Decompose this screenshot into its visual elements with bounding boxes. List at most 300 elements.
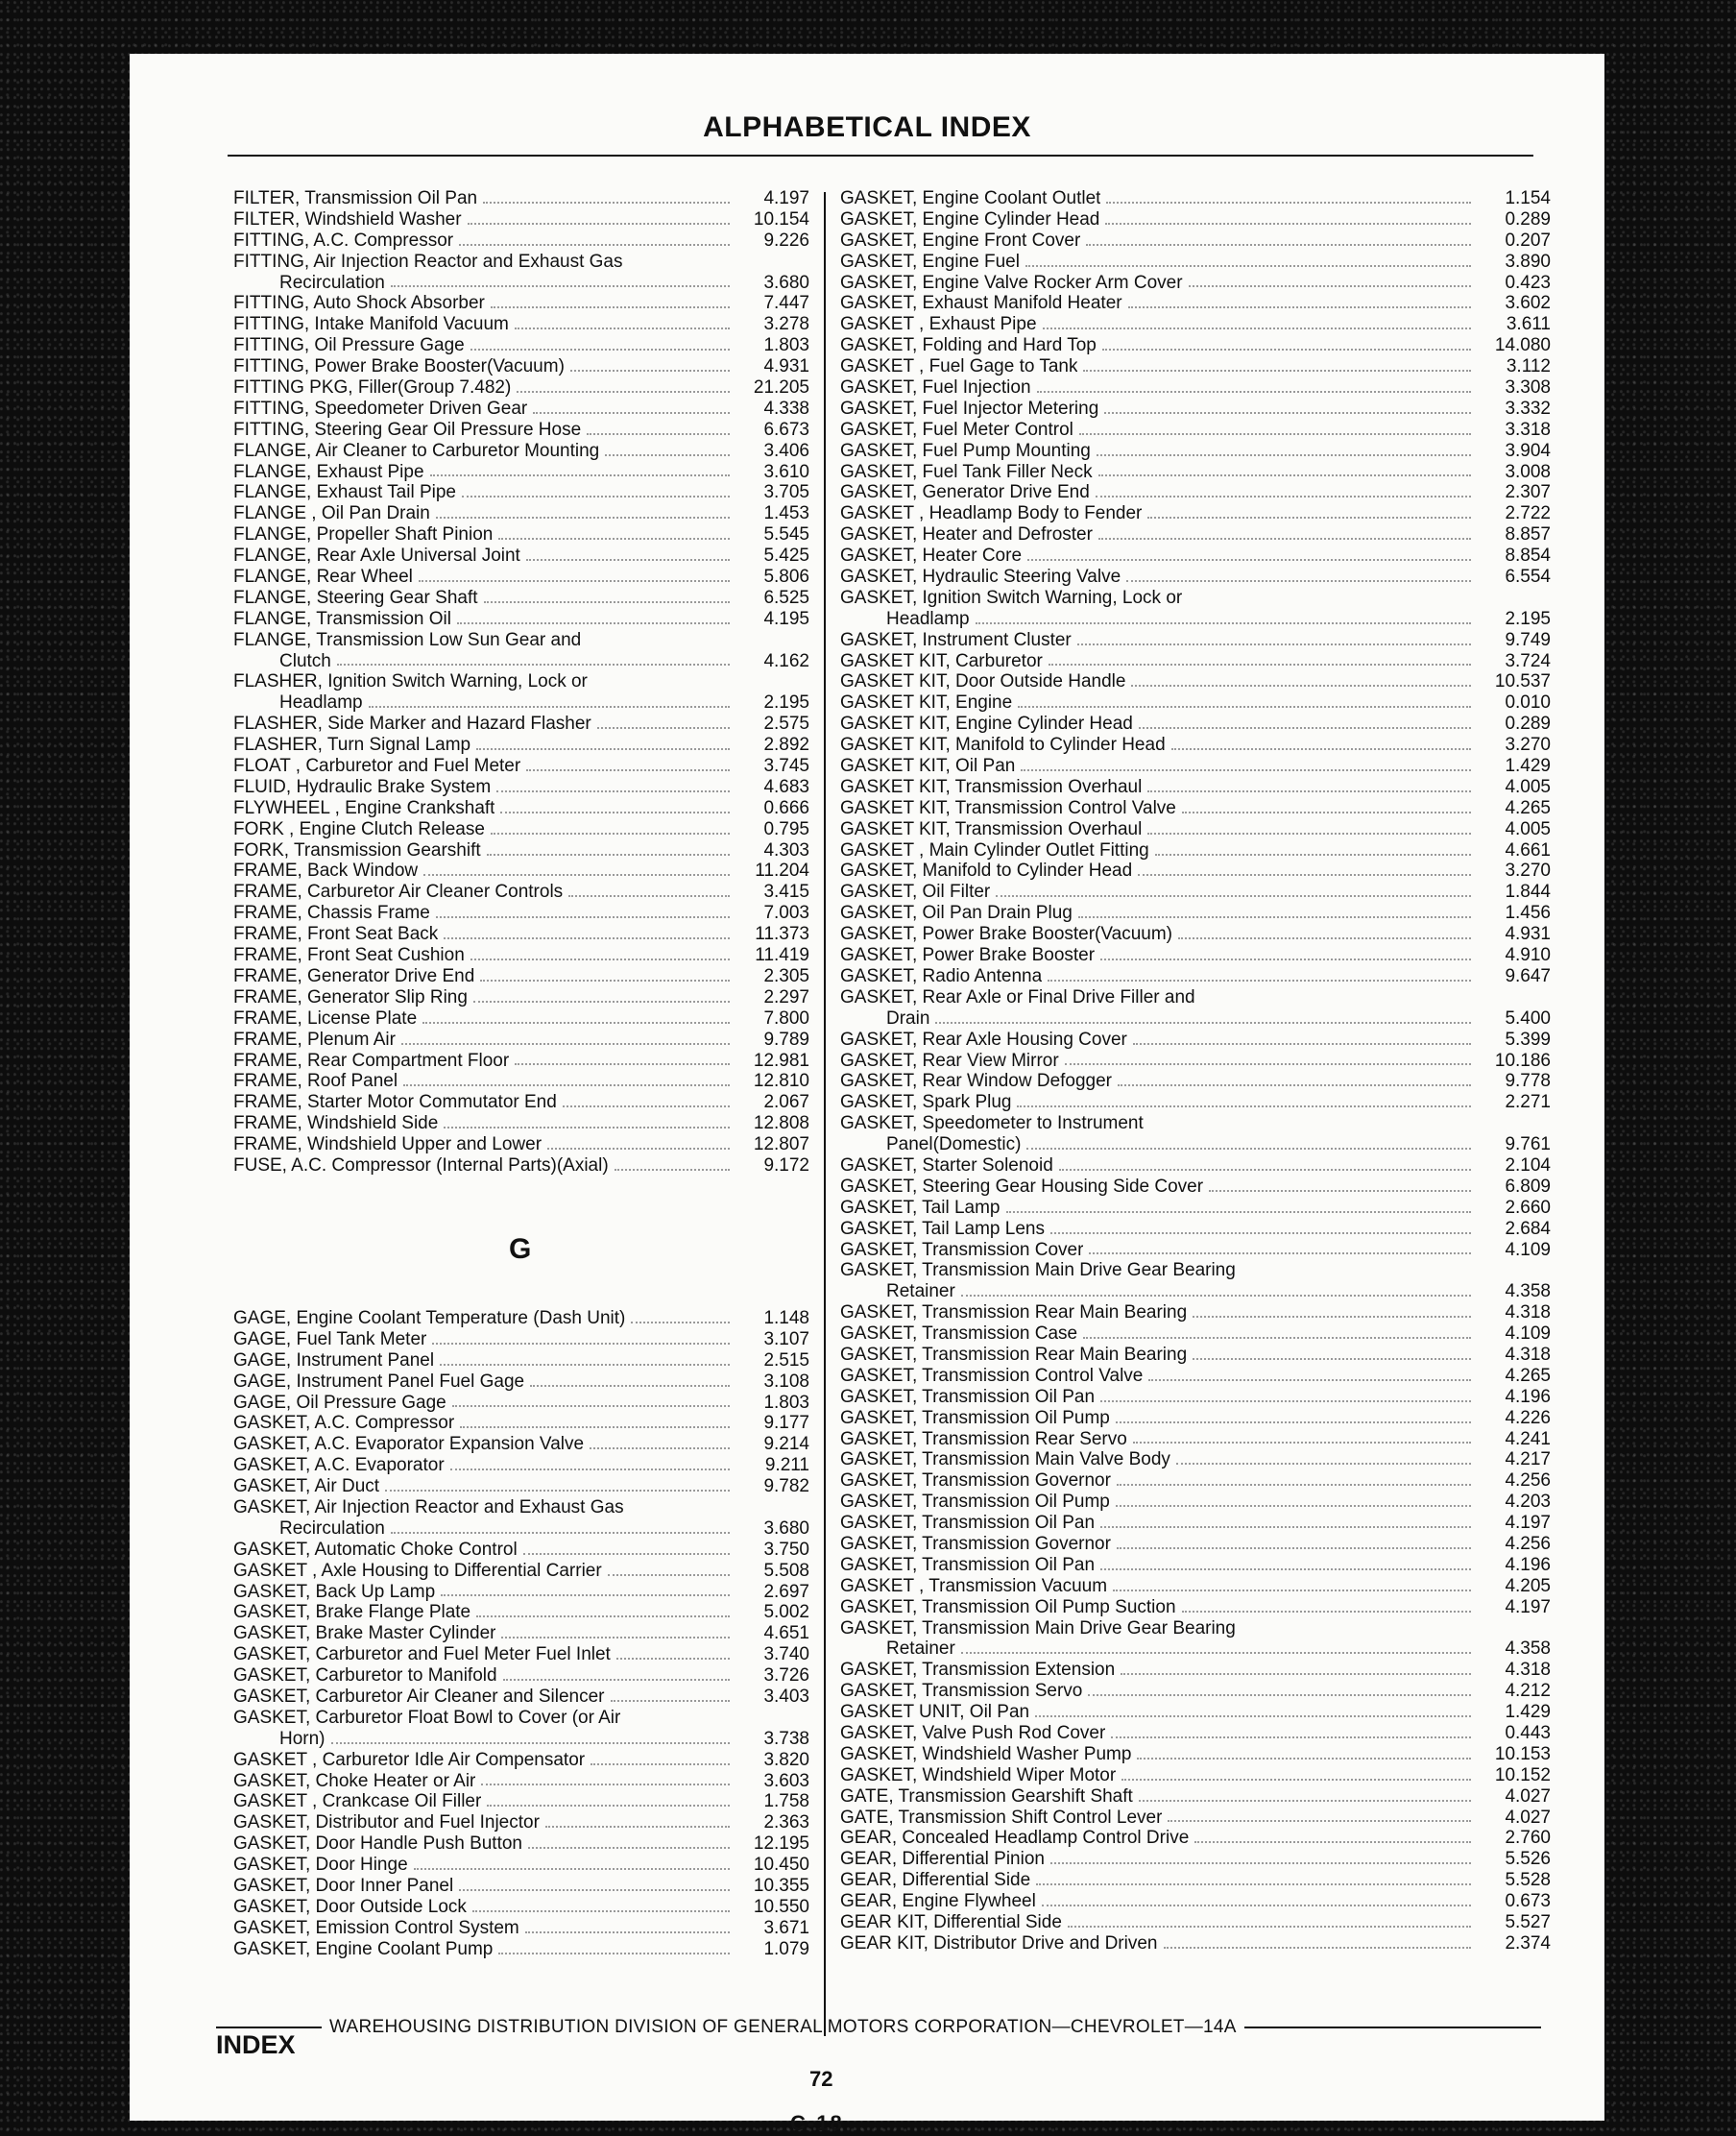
index-entry <box>840 819 1551 840</box>
index-entry <box>233 524 809 546</box>
leader-dots <box>1037 391 1471 393</box>
leader-dots <box>526 769 730 771</box>
leader-dots <box>1026 1148 1471 1150</box>
entry-name: GASKET, Generator Drive End <box>840 482 1090 503</box>
entry-name: GASKET, Transmission Control Valve <box>840 1365 1144 1386</box>
index-entry <box>233 735 809 756</box>
leader-dots <box>432 1343 730 1345</box>
entry-name: FUSE, A.C. Compressor (Internal Parts)(Axial) <box>233 1154 609 1176</box>
entry-name: GASKET, Brake Flange Plate <box>233 1602 471 1623</box>
entry-name: GASKET, Automatic Choke Control <box>233 1539 518 1560</box>
entry-name: FLASHER, Ignition Switch Warning, Lock or <box>233 671 588 692</box>
entry-page-ref: 4.318 <box>1505 1660 1551 1681</box>
entry-page-ref: 2.363 <box>763 1812 809 1833</box>
entry-name: FRAME, License Plate <box>233 1007 418 1029</box>
index-entry <box>233 1518 809 1540</box>
entry-page-ref: 1.079 <box>763 1938 809 1959</box>
leader-dots <box>444 937 730 939</box>
entry-page-ref: 5.508 <box>763 1560 809 1581</box>
entry-page-ref: 3.112 <box>1506 356 1551 377</box>
index-entry <box>840 945 1551 966</box>
entry-page-ref: 4.197 <box>1505 1513 1551 1534</box>
entry-name: GASKET, Manifold to Cylinder Head <box>840 861 1133 882</box>
leader-dots <box>1147 833 1471 835</box>
leader-dots <box>1168 1820 1471 1822</box>
index-entry <box>233 1750 809 1771</box>
entry-name: GASKET, Engine Fuel <box>840 251 1020 272</box>
index-entry <box>233 903 809 924</box>
entry-name: GASKET, Windshield Wiper Motor <box>840 1764 1117 1785</box>
entry-name: GASKET, Heater and Defroster <box>840 524 1093 546</box>
index-entry <box>233 314 809 335</box>
leader-dots <box>1105 223 1471 225</box>
entry-page-ref: 1.453 <box>763 503 809 524</box>
leader-dots <box>1025 265 1471 267</box>
leader-dots <box>1137 1758 1471 1760</box>
leader-dots <box>611 1700 730 1702</box>
entry-name: GASKET , Axle Housing to Differential Carrier <box>233 1560 602 1581</box>
leader-dots <box>1036 1883 1471 1885</box>
entry-page-ref: 3.724 <box>1505 650 1551 671</box>
entry-name: GEAR, Differential Pinion <box>840 1849 1045 1870</box>
entry-name: FRAME, Plenum Air <box>233 1029 396 1050</box>
leader-dots <box>483 202 730 204</box>
entry-page-ref: 9.782 <box>763 1476 809 1497</box>
entry-page-ref: 2.575 <box>763 714 809 735</box>
leader-dots <box>1059 1169 1471 1171</box>
entry-page-ref: 11.419 <box>755 945 809 966</box>
leader-dots <box>473 1001 730 1003</box>
entry-page-ref: 4.109 <box>1505 1323 1551 1345</box>
index-entry <box>233 567 809 588</box>
entry-name: FRAME, Generator Drive End <box>233 965 475 986</box>
entry-name: GASKET, Transmission Governor <box>840 1470 1111 1492</box>
index-entry <box>840 903 1551 924</box>
leader-dots <box>480 980 730 982</box>
entry-page-ref: 3.611 <box>1506 314 1551 335</box>
entry-name: Horn) <box>279 1728 326 1749</box>
entry-name: GAGE, Engine Coolant Temperature (Dash Unit) <box>233 1307 626 1328</box>
entry-page-ref: 4.661 <box>1505 839 1551 861</box>
entry-name: GASKET, Transmission Case <box>840 1323 1078 1345</box>
index-entry <box>840 1933 1551 1954</box>
index-entry <box>840 420 1551 441</box>
entry-page-ref: 9.226 <box>763 230 809 251</box>
leader-dots <box>401 1043 730 1045</box>
leader-dots <box>587 433 730 435</box>
index-entry <box>233 819 809 840</box>
entry-name: GASKET, Oil Filter <box>840 882 991 903</box>
entry-page-ref: 2.305 <box>763 965 809 986</box>
leader-dots <box>1021 769 1471 771</box>
entry-page-ref: 9.214 <box>763 1434 809 1455</box>
index-entry <box>840 482 1551 503</box>
entry-page-ref: 1.148 <box>763 1307 809 1328</box>
section-heading-g: G <box>509 1233 532 1265</box>
entry-page-ref: 4.318 <box>1505 1344 1551 1365</box>
index-entry <box>840 862 1551 883</box>
right-column-entries <box>840 188 1551 1954</box>
index-entry <box>233 209 809 231</box>
entry-name: GASKET, Rear Window Defogger <box>840 1071 1113 1092</box>
leader-dots <box>385 1490 730 1492</box>
index-entry <box>840 1240 1551 1261</box>
entry-name: GASKET, Rear Axle Housing Cover <box>840 1029 1127 1050</box>
entry-page-ref: 4.197 <box>1505 1596 1551 1617</box>
leader-dots <box>457 622 730 624</box>
entry-name: GEAR, Differential Side <box>840 1870 1031 1891</box>
index-entry <box>233 1708 809 1729</box>
entry-name: GASKET, Engine Coolant Pump <box>233 1938 494 1959</box>
leader-dots <box>498 1953 730 1954</box>
entry-name: GASKET, Back Up Lamp <box>233 1581 436 1602</box>
index-entry <box>840 1449 1551 1470</box>
leader-dots <box>484 601 730 603</box>
index-entry <box>840 1870 1551 1891</box>
leader-dots <box>530 1385 730 1387</box>
entry-page-ref: 2.374 <box>1505 1932 1551 1954</box>
entry-page-ref: 6.554 <box>1505 567 1551 588</box>
index-entry <box>233 546 809 567</box>
index-entry <box>233 1918 809 1939</box>
entry-name: GASKET, Folding and Hard Top <box>840 335 1097 356</box>
entry-page-ref: 10.153 <box>1494 1743 1551 1764</box>
entry-name: FRAME, Chassis Frame <box>233 903 430 924</box>
index-entry <box>840 1765 1551 1786</box>
entry-name: FLANGE, Rear Axle Universal Joint <box>233 546 520 567</box>
entry-page-ref: 3.406 <box>763 440 809 461</box>
entry-name: GEAR, Concealed Headlamp Control Drive <box>840 1828 1190 1849</box>
index-entry <box>233 1644 809 1665</box>
index-entry <box>840 987 1551 1008</box>
leader-dots <box>1193 1358 1471 1360</box>
leader-dots <box>1139 727 1471 729</box>
entry-page-ref: 4.196 <box>1505 1554 1551 1575</box>
entry-name: GASKET, Choke Heater or Air <box>233 1770 476 1791</box>
leader-dots <box>1116 1505 1471 1507</box>
entry-page-ref: 8.854 <box>1505 546 1551 567</box>
entry-page-ref: 6.809 <box>1505 1176 1551 1197</box>
entry-name: FITTING, Steering Gear Oil Pressure Hose <box>233 419 582 440</box>
entry-name: FLANGE, Air Cleaner to Carburetor Mounting <box>233 440 600 461</box>
index-entry <box>840 630 1551 651</box>
index-entry <box>233 1393 809 1414</box>
entry-name: GASKET, Starter Solenoid <box>840 1154 1053 1176</box>
entry-name: GASKET, A.C. Evaporator <box>233 1455 445 1476</box>
entry-name: FRAME, Windshield Upper and Lower <box>233 1134 542 1155</box>
leader-dots <box>1193 1316 1471 1318</box>
entry-name: GASKET, Door Inner Panel <box>233 1876 454 1897</box>
entry-page-ref: 12.808 <box>753 1113 809 1134</box>
index-entry <box>840 798 1551 819</box>
leader-dots <box>444 1127 730 1129</box>
entry-page-ref: 5.528 <box>1505 1870 1551 1891</box>
index-entry <box>840 209 1551 231</box>
index-entry <box>233 1134 809 1155</box>
entry-page-ref: 2.297 <box>763 986 809 1007</box>
index-entry <box>233 1008 809 1030</box>
index-entry <box>840 1387 1551 1408</box>
entry-name: GASKET, Rear Axle or Final Drive Filler and <box>840 986 1195 1007</box>
index-entry <box>840 1198 1551 1219</box>
entry-page-ref: 11.373 <box>755 924 809 945</box>
entry-name: GASKET KIT, Manifold to Cylinder Head <box>840 735 1166 756</box>
index-entry <box>840 1534 1551 1555</box>
entry-name: Drain <box>886 1007 930 1029</box>
entry-page-ref: 0.289 <box>1505 208 1551 230</box>
leader-dots <box>1065 1063 1471 1065</box>
entry-name: GASKET UNIT, Oil Pan <box>840 1702 1030 1723</box>
index-entry <box>233 356 809 377</box>
entry-page-ref: 4.303 <box>763 839 809 861</box>
index-entry <box>840 609 1551 630</box>
leader-dots <box>1147 790 1471 792</box>
index-entry <box>233 1155 809 1177</box>
leader-dots <box>459 1889 730 1891</box>
entry-page-ref: 1.429 <box>1505 756 1551 777</box>
entry-page-ref: 7.447 <box>763 293 809 314</box>
entry-name: GEAR KIT, Distributor Drive and Driven <box>840 1932 1158 1954</box>
leader-dots <box>996 895 1471 897</box>
entry-name: GASKET, Carburetor Float Bowl to Cover (or Air <box>233 1707 621 1728</box>
index-entry <box>233 798 809 819</box>
leader-dots <box>1133 1442 1471 1444</box>
index-entry <box>840 1513 1551 1534</box>
entry-name: FITTING, Auto Shock Absorber <box>233 293 485 314</box>
index-entry <box>840 273 1551 294</box>
entry-name: GASKET, Instrument Cluster <box>840 629 1072 650</box>
entry-name: GASKET, Steering Gear Housing Side Cover <box>840 1176 1204 1197</box>
entry-name: GASKET, Fuel Tank Filler Neck <box>840 461 1093 482</box>
leader-dots <box>1100 1400 1471 1402</box>
entry-name: GASKET, Radio Antenna <box>840 965 1043 986</box>
index-entry <box>840 1323 1551 1345</box>
index-entry <box>840 188 1551 209</box>
entry-page-ref: 6.673 <box>763 419 809 440</box>
leader-dots <box>533 412 730 414</box>
entry-name: GASKET, Ignition Switch Warning, Lock or <box>840 587 1183 608</box>
index-entry <box>233 1582 809 1603</box>
entry-name: FORK , Engine Clutch Release <box>233 818 485 839</box>
index-entry <box>233 1092 809 1113</box>
entry-page-ref: 4.212 <box>1505 1681 1551 1702</box>
entry-page-ref: 4.195 <box>763 608 809 629</box>
index-entry <box>840 1618 1551 1639</box>
entry-page-ref: 4.910 <box>1505 945 1551 966</box>
entry-name: GASKET, Exhaust Manifold Heater <box>840 293 1122 314</box>
index-entry <box>233 1623 809 1644</box>
leader-dots <box>517 391 730 393</box>
entry-name: GASKET, Transmission Cover <box>840 1239 1084 1260</box>
entry-name: GASKET, Transmission Oil Pump <box>840 1492 1110 1513</box>
entry-name: GASKET, Door Outside Lock <box>233 1896 467 1917</box>
index-entry <box>840 1219 1551 1240</box>
index-entry <box>233 1455 809 1476</box>
entry-page-ref: 4.162 <box>763 650 809 671</box>
leader-dots <box>1155 854 1471 856</box>
entry-page-ref: 7.003 <box>763 903 809 924</box>
index-entry <box>840 1638 1551 1660</box>
entry-page-ref: 2.307 <box>1505 482 1551 503</box>
index-entry <box>840 1681 1551 1702</box>
entry-page-ref: 2.660 <box>1505 1197 1551 1218</box>
entry-page-ref: 3.332 <box>1505 398 1551 419</box>
leader-dots <box>590 1447 730 1449</box>
leader-dots <box>436 916 730 918</box>
entry-name: Recirculation <box>279 1517 385 1539</box>
entry-name: GASKET, Power Brake Booster(Vacuum) <box>840 924 1172 945</box>
entry-name: GASKET, Transmission Main Drive Gear Bearing <box>840 1617 1236 1638</box>
entry-page-ref: 2.104 <box>1505 1154 1551 1176</box>
entry-name: GASKET, Door Handle Push Button <box>233 1833 522 1855</box>
entry-name: GASKET, Brake Master Cylinder <box>233 1623 496 1644</box>
entry-page-ref: 4.338 <box>763 398 809 419</box>
leader-dots <box>1050 1862 1471 1864</box>
index-entry <box>233 987 809 1008</box>
entry-page-ref: 10.154 <box>753 208 809 230</box>
index-entry <box>840 1366 1551 1387</box>
index-entry <box>840 1912 1551 1933</box>
index-entry <box>840 1302 1551 1323</box>
entry-name: GAGE, Oil Pressure Gage <box>233 1392 446 1413</box>
leader-dots <box>452 1405 730 1407</box>
leader-dots <box>500 812 730 813</box>
index-entry <box>840 756 1551 777</box>
index-entry <box>840 1155 1551 1177</box>
index-entry <box>840 1281 1551 1302</box>
leader-dots <box>1079 433 1471 435</box>
entry-name: GASKET, Engine Front Cover <box>840 230 1081 251</box>
entry-page-ref: 2.067 <box>763 1092 809 1113</box>
entry-page-ref: 3.680 <box>763 272 809 293</box>
leader-dots <box>515 1063 730 1065</box>
index-entry <box>840 1345 1551 1366</box>
entry-name: GASKET, Heater Core <box>840 546 1023 567</box>
entry-name: GASKET KIT, Transmission Overhaul <box>840 818 1143 839</box>
entry-name: FITTING, Intake Manifold Vacuum <box>233 314 509 335</box>
leader-dots <box>1006 1211 1471 1213</box>
index-entry <box>840 567 1551 588</box>
index-entry <box>233 293 809 314</box>
entry-name: FORK, Transmission Gearshift <box>233 839 481 861</box>
index-entry <box>840 840 1551 862</box>
entry-page-ref: 3.740 <box>763 1644 809 1665</box>
leader-dots <box>391 285 730 287</box>
entry-name: GASKET, Fuel Meter Control <box>840 419 1073 440</box>
entry-name: GASKET, Air Injection Reactor and Exhaust Gas <box>233 1497 624 1517</box>
entry-page-ref: 9.647 <box>1505 965 1551 986</box>
entry-name: GASKET, Carburetor to Manifold <box>233 1665 497 1687</box>
leader-dots <box>462 496 730 498</box>
index-entry <box>233 1939 809 1960</box>
entry-name: GASKET , Crankcase Oil Filler <box>233 1791 482 1812</box>
entry-page-ref: 3.820 <box>763 1749 809 1770</box>
leader-dots <box>496 790 730 792</box>
leader-dots <box>331 1742 730 1744</box>
entry-page-ref: 5.002 <box>763 1602 809 1623</box>
leader-dots <box>1097 454 1471 456</box>
entry-name: FLANGE, Transmission Oil <box>233 608 451 629</box>
entry-name: GASKET KIT, Transmission Overhaul <box>840 776 1143 797</box>
leader-dots <box>1096 496 1471 498</box>
index-entry <box>233 924 809 945</box>
entry-page-ref: 2.722 <box>1505 503 1551 524</box>
entry-name: GASKET, Spark Plug <box>840 1092 1012 1113</box>
entry-page-ref: 3.008 <box>1505 461 1551 482</box>
leader-dots <box>1106 202 1471 204</box>
entry-page-ref: 3.610 <box>763 461 809 482</box>
entry-page-ref: 9.749 <box>1505 629 1551 650</box>
entry-name: GASKET, Transmission Main Valve Body <box>840 1449 1170 1470</box>
index-entry <box>840 1134 1551 1155</box>
leader-dots <box>403 1084 730 1086</box>
index-entry <box>840 1597 1551 1618</box>
entry-page-ref: 4.358 <box>1505 1281 1551 1302</box>
entry-page-ref: 3.890 <box>1505 251 1551 272</box>
index-entry <box>233 441 809 462</box>
entry-page-ref: 4.265 <box>1505 797 1551 818</box>
entry-name: FLANGE, Propeller Shaft Pinion <box>233 524 494 546</box>
leader-dots <box>563 1105 730 1107</box>
entry-name: FITTING, A.C. Compressor <box>233 230 454 251</box>
index-entry <box>840 1071 1551 1092</box>
entry-page-ref: 1.456 <box>1505 903 1551 924</box>
index-entry <box>233 252 809 273</box>
entry-page-ref: 3.278 <box>763 314 809 335</box>
leader-dots <box>1088 1694 1471 1696</box>
index-entry <box>233 777 809 798</box>
entry-page-ref: 0.673 <box>1505 1891 1551 1912</box>
index-entry <box>840 671 1551 692</box>
entry-page-ref: 5.526 <box>1505 1849 1551 1870</box>
entry-name: Headlamp <box>279 692 363 714</box>
index-entry <box>840 1008 1551 1030</box>
entry-page-ref: 2.195 <box>763 692 809 714</box>
index-entry <box>840 1113 1551 1134</box>
leader-dots <box>631 1322 730 1323</box>
index-entry <box>233 1812 809 1833</box>
leader-dots <box>1118 1084 1471 1086</box>
index-entry <box>233 1771 809 1792</box>
index-entry <box>233 1030 809 1051</box>
index-entry <box>233 1413 809 1434</box>
entry-name: GASKET , Fuel Gage to Tank <box>840 356 1078 377</box>
index-entry <box>233 714 809 735</box>
entry-page-ref: 3.108 <box>763 1371 809 1392</box>
entry-page-ref: 4.197 <box>763 187 809 208</box>
leader-dots <box>605 454 730 456</box>
entry-page-ref: 9.761 <box>1505 1134 1551 1155</box>
left-column-g-entries <box>233 1308 809 1960</box>
index-entry <box>840 1702 1551 1723</box>
leader-dots <box>476 748 730 750</box>
index-entry <box>840 714 1551 735</box>
index-entry <box>233 420 809 441</box>
index-entry <box>840 692 1551 714</box>
leader-dots <box>1194 1841 1471 1843</box>
entry-page-ref: 4.931 <box>763 356 809 377</box>
entry-page-ref: 10.537 <box>1494 671 1551 692</box>
entry-name: GAGE, Instrument Panel <box>233 1349 435 1371</box>
index-entry <box>233 503 809 524</box>
index-entry <box>233 1071 809 1092</box>
index-entry <box>840 1260 1551 1281</box>
entry-name: FITTING, Oil Pressure Gage <box>233 335 465 356</box>
leader-dots <box>1111 1736 1471 1738</box>
leader-dots <box>337 664 730 666</box>
index-label: INDEX <box>216 2030 296 2059</box>
leader-dots <box>1164 1947 1472 1949</box>
